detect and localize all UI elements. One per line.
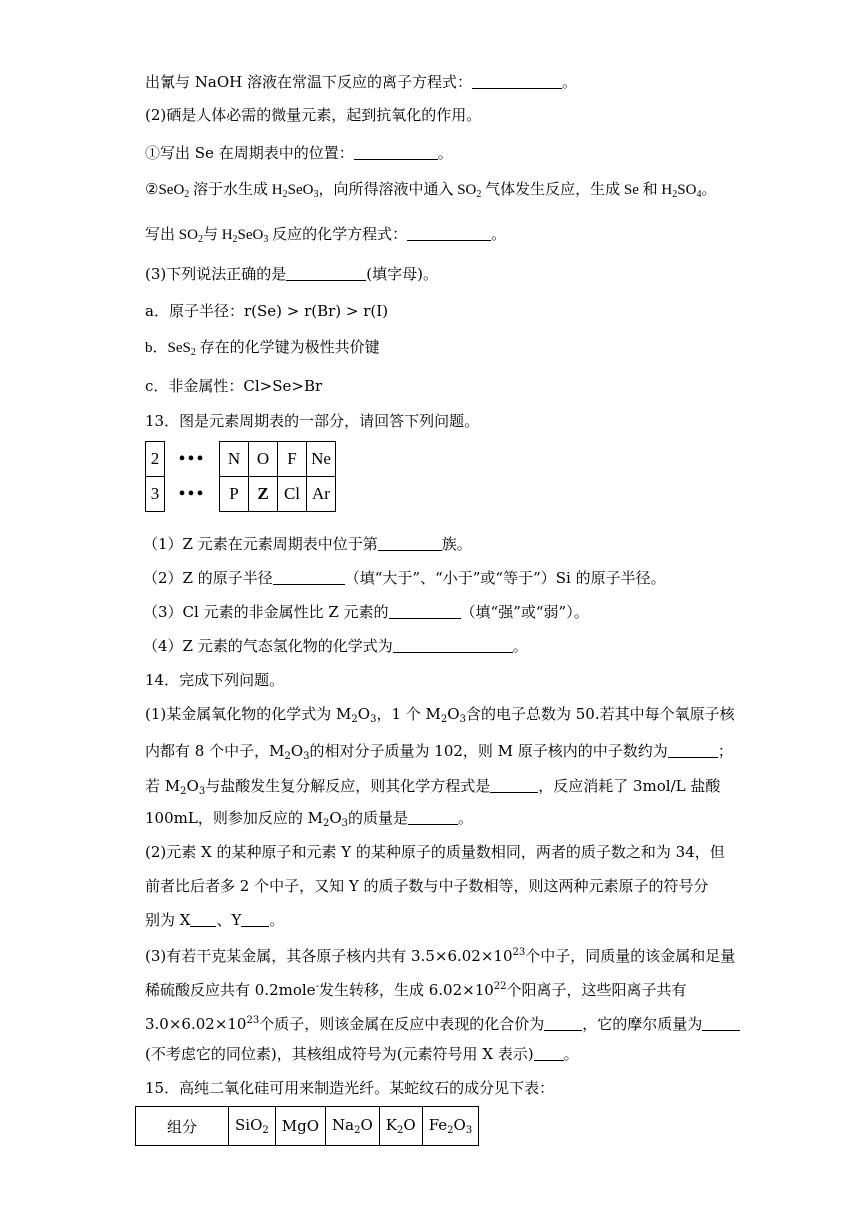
text: ①写出 Se 在周期表中的位置： bbox=[145, 144, 354, 162]
question-line bbox=[143, 568, 666, 588]
subscript: 3 bbox=[341, 818, 349, 829]
text: ； bbox=[717, 742, 733, 760]
text: 。 bbox=[512, 637, 528, 655]
table-row bbox=[136, 1107, 479, 1146]
text: 个阳离子，这些阳离子共有 bbox=[506, 981, 687, 999]
subscript: 3 bbox=[370, 714, 377, 725]
element-cell: O bbox=[249, 442, 278, 477]
period-row bbox=[146, 442, 336, 477]
superscript: 22 bbox=[493, 981, 507, 992]
question-line bbox=[143, 602, 589, 622]
subscript: 3 bbox=[465, 1125, 473, 1136]
text: O bbox=[447, 705, 460, 723]
subscript: 2 bbox=[180, 786, 187, 797]
text: 。 bbox=[701, 182, 717, 198]
table-cell bbox=[379, 1107, 422, 1146]
text: 的质量是 bbox=[348, 809, 409, 827]
question-line bbox=[143, 636, 528, 656]
text: 。 bbox=[563, 1045, 579, 1063]
question-line bbox=[145, 808, 473, 834]
superscript: 23 bbox=[512, 947, 526, 958]
subscript: 3 bbox=[263, 234, 269, 245]
text: SiO bbox=[235, 1116, 263, 1134]
subscript: 3 bbox=[198, 786, 206, 797]
table-header-cell: 组分 bbox=[136, 1107, 229, 1146]
ellipsis: ••• bbox=[178, 482, 206, 505]
text: 14．完成下列问题。 bbox=[145, 671, 285, 689]
text: ，它的摩尔质量为 bbox=[582, 1015, 703, 1033]
text: 出氰与 NaOH 溶液在常温下反应的离子方程式： bbox=[145, 73, 472, 91]
subscript: 2 bbox=[354, 1125, 361, 1136]
text: 内都有 8 个中子，M bbox=[145, 742, 285, 760]
text: K bbox=[385, 1116, 397, 1134]
text: (2)硒是人体必需的微量元素，起到抗氧化的作用。 bbox=[145, 106, 482, 124]
text: 前者比后者多 2 个中子，又知 Y 的质子数与中子数相等，则这两种元素原子的符号分 bbox=[145, 877, 709, 895]
text: MgO bbox=[281, 1117, 320, 1135]
subscript: 2 bbox=[197, 234, 203, 245]
question-line bbox=[145, 977, 687, 1000]
answer-blank bbox=[241, 912, 269, 927]
subscript: 3 bbox=[303, 751, 310, 762]
question-line bbox=[145, 842, 725, 862]
element-cell: Cl bbox=[278, 477, 307, 512]
answer-blank bbox=[472, 74, 562, 89]
text: O bbox=[360, 1116, 373, 1134]
composition-table bbox=[135, 1106, 479, 1146]
option-c bbox=[145, 376, 322, 396]
text: Fe bbox=[428, 1116, 448, 1134]
text: Na bbox=[332, 1116, 355, 1134]
text: 稀硫酸反应共有 0.2mole bbox=[145, 981, 316, 999]
text: 族。 bbox=[441, 535, 472, 553]
text: ②SeO bbox=[145, 182, 185, 198]
text: (不考虑它的同位素)，其核组成符号为(元素符号用 X 表示) bbox=[145, 1045, 534, 1063]
text: ，反应消耗了 3mol/L 盐酸 bbox=[538, 777, 721, 795]
subscript: 2 bbox=[476, 189, 482, 200]
text: （填“大于”、“小于”或“等于”）Si 的原子半径。 bbox=[344, 569, 666, 587]
answer-blank bbox=[286, 266, 366, 281]
question-14-title bbox=[145, 670, 284, 690]
text: 个中子，同质量的该金属和足量 bbox=[525, 947, 736, 965]
subscript: 2 bbox=[322, 818, 330, 829]
subscript: 2 bbox=[184, 189, 190, 200]
question-line bbox=[145, 910, 284, 930]
period-number: 3 bbox=[146, 477, 165, 512]
subscript: 3 bbox=[459, 714, 466, 725]
text: 个质子，则该金属在反应中表现的化合价为 bbox=[259, 1015, 545, 1033]
question-line bbox=[145, 943, 735, 966]
text: 存在的化学键为极性共价键 bbox=[199, 340, 380, 356]
superscript: 23 bbox=[246, 1015, 260, 1026]
text: b．SeS bbox=[145, 340, 191, 356]
answer-blank bbox=[544, 1016, 582, 1031]
text: 、Y bbox=[216, 911, 242, 929]
table-cell bbox=[229, 1107, 276, 1146]
text: 写出 SO bbox=[145, 227, 198, 243]
text: 13．图是元素周期表的一部分，请回答下列问题。 bbox=[145, 412, 480, 430]
text: SO bbox=[677, 182, 697, 198]
text: O bbox=[329, 809, 342, 827]
text: 溶于水生成 H bbox=[193, 182, 283, 198]
text: （3）Cl 元素的非金属性比 Z 元素的 bbox=[143, 603, 389, 621]
text: O bbox=[357, 705, 371, 723]
text: O bbox=[453, 1116, 466, 1134]
answer-blank bbox=[408, 810, 458, 825]
text: 100mL，则参加反应的 M bbox=[145, 809, 323, 827]
text: ，1 个 M bbox=[376, 705, 441, 723]
period-number: 2 bbox=[146, 442, 165, 477]
question-15-title bbox=[145, 1078, 554, 1098]
text: (3)下列说法正确的是 bbox=[145, 265, 287, 283]
subscript: 2 bbox=[397, 1125, 404, 1136]
text: 气体发生反应，生成 Se 和 H bbox=[485, 182, 673, 198]
element-cell: Ar bbox=[307, 477, 336, 512]
text: O bbox=[403, 1116, 416, 1134]
ellipsis: ••• bbox=[178, 447, 206, 470]
question-line bbox=[145, 704, 735, 730]
text: (填字母)。 bbox=[366, 265, 438, 283]
subscript: 2 bbox=[672, 189, 678, 200]
table-cell bbox=[275, 1107, 325, 1146]
element-cell: Ne bbox=[307, 442, 336, 477]
answer-blank bbox=[490, 778, 538, 793]
question-line bbox=[145, 264, 438, 284]
answer-blank bbox=[668, 743, 718, 758]
question-line bbox=[145, 180, 716, 205]
text: 。 bbox=[561, 73, 577, 91]
superscript: - bbox=[315, 981, 319, 992]
question-line bbox=[145, 1011, 740, 1034]
text: 3.0×6.02×10 bbox=[145, 1015, 247, 1033]
text: (3)有若干克某金属，其各原子核内共有 3.5×6.02×10 bbox=[145, 947, 513, 965]
text: （填“强”或“弱”）。 bbox=[460, 603, 589, 621]
text: （4）Z 元素的气态氢化物的化学式为 bbox=[143, 637, 393, 655]
text: 发生转移，生成 6.02×10 bbox=[318, 981, 494, 999]
option-b bbox=[145, 338, 380, 363]
text: （1）Z 元素在元素周期表中位于第 bbox=[143, 535, 378, 553]
question-line bbox=[145, 1044, 579, 1064]
period-row bbox=[146, 477, 336, 512]
text: 。 bbox=[491, 227, 507, 243]
answer-blank bbox=[190, 912, 216, 927]
question-line bbox=[145, 143, 453, 163]
answer-blank bbox=[534, 1046, 564, 1061]
table-cell bbox=[422, 1107, 479, 1146]
text: 与 H bbox=[202, 227, 233, 243]
text: O bbox=[290, 742, 304, 760]
text: (2)元素 X 的某种原子和元素 Y 的某种原子的质量数相同，两者的质子数之和为 34，但 bbox=[145, 843, 725, 861]
text: 与盐酸发生复分解反应，则其化学方程式是 bbox=[205, 777, 491, 795]
question-line bbox=[145, 776, 720, 802]
periodic-table-fragment bbox=[145, 441, 336, 512]
subscript: 3 bbox=[313, 189, 319, 200]
text: 若 M bbox=[145, 777, 181, 795]
subscript: 2 bbox=[284, 751, 291, 762]
text: SeO bbox=[237, 227, 264, 243]
question-line bbox=[145, 72, 577, 92]
answer-blank bbox=[378, 536, 442, 551]
text: a．原子半径：r(Se) > r(Br) > r(I) bbox=[145, 302, 389, 320]
table-cell bbox=[326, 1107, 380, 1146]
answer-blank bbox=[354, 145, 438, 160]
text: (1)某金属氧化物的化学式为 M bbox=[145, 705, 352, 723]
text: 15．高纯二氧化硅可用来制造光纤。某蛇纹石的成分见下表： bbox=[145, 1079, 555, 1097]
question-line bbox=[145, 741, 733, 767]
answer-blank bbox=[393, 638, 513, 653]
element-cell: F bbox=[278, 442, 307, 477]
question-line bbox=[145, 225, 506, 250]
question-line bbox=[143, 534, 472, 554]
text: SeO bbox=[287, 182, 314, 198]
element-cell: P bbox=[220, 477, 249, 512]
answer-blank bbox=[407, 226, 491, 241]
subscript: 2 bbox=[447, 1125, 454, 1136]
text: 的相对分子质量为 102，则 M 原子核内的中子数约为 bbox=[309, 742, 668, 760]
subscript: 2 bbox=[351, 714, 358, 725]
subscript: 2 bbox=[190, 347, 196, 358]
subscript: 2 bbox=[262, 1125, 269, 1136]
question-line bbox=[145, 876, 709, 896]
text: 。 bbox=[458, 809, 474, 827]
question-13-title bbox=[145, 411, 479, 431]
subscript: 2 bbox=[440, 714, 448, 725]
subscript: 2 bbox=[232, 234, 238, 245]
text: O bbox=[186, 777, 199, 795]
text: 反应的化学方程式： bbox=[272, 227, 408, 243]
text: 。 bbox=[437, 144, 453, 162]
text: （2）Z 的原子半径 bbox=[143, 569, 273, 587]
answer-blank bbox=[389, 604, 461, 619]
answer-blank bbox=[273, 570, 345, 585]
subscript: 4 bbox=[696, 189, 702, 200]
answer-blank bbox=[702, 1016, 740, 1031]
element-cell: N bbox=[220, 442, 249, 477]
question-line bbox=[145, 105, 481, 125]
text: 。 bbox=[269, 911, 285, 929]
text: 别为 X bbox=[145, 911, 191, 929]
subscript: 2 bbox=[282, 189, 288, 200]
text: ，向所得溶液中通入 SO bbox=[318, 182, 477, 198]
option-a bbox=[145, 301, 388, 321]
text: 含的电子总数为 50.若其中每个氧原子核 bbox=[465, 705, 735, 723]
element-cell: Z bbox=[249, 477, 278, 512]
text: c．非金属性：Cl>Se>Br bbox=[145, 377, 323, 395]
